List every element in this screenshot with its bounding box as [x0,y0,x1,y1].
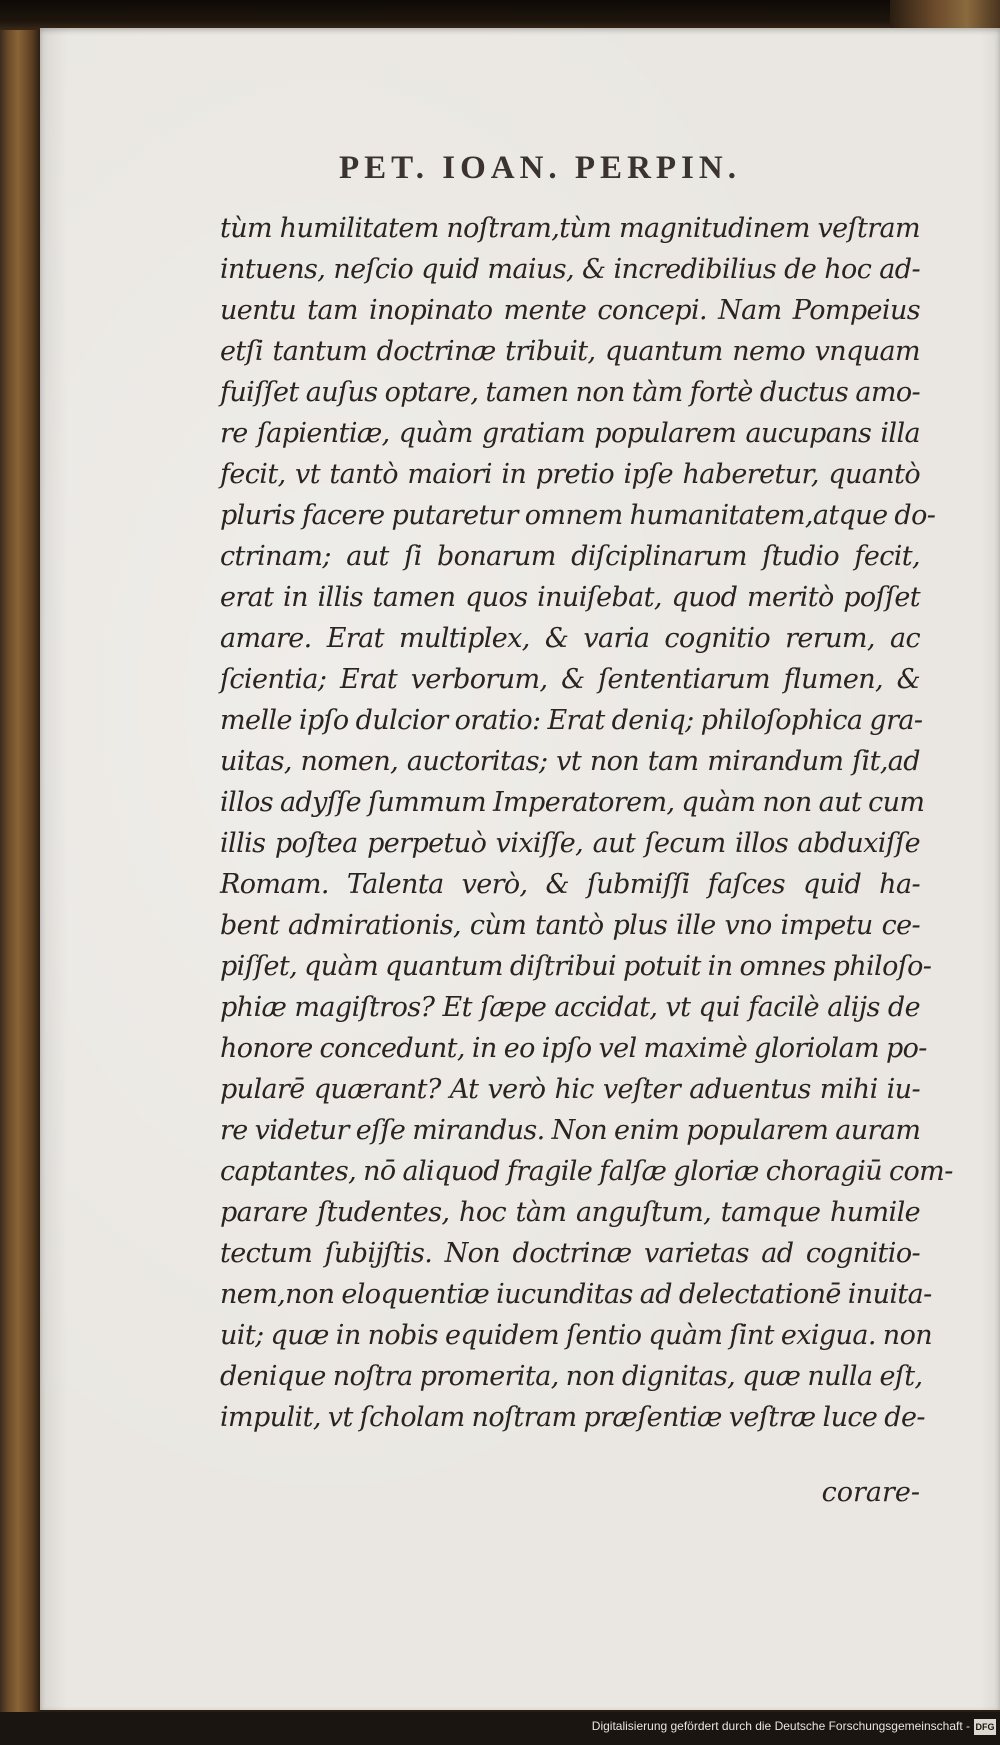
text-line: uentu tam inopinato mente concepi. Nam Pompeius [220,295,920,326]
text-line: uitas, nomen, auctoritas; vt non tam mirandum ſit,ad [220,746,920,777]
text-line: ctrinam; aut ſi bonarum diſciplinarum ſtudio fecit, [220,541,920,572]
text-line: ſcientia; Erat verborum, & ſententiarum flumen, & [220,664,920,695]
digitization-credit: Digitalisierung gefördert durch die Deutsche Forschungsgemeinschaft - [591,1719,970,1733]
text-line: tectum ſubijſtis. Non doctrinæ varietas ad cognitio- [220,1238,920,1269]
text-line: re ſapientiæ, quàm gratiam popularem aucupans illa [220,418,920,449]
text-line: Romam. Talenta verò, & ſubmiſſi faſces quid ha- [220,869,920,900]
text-line: erat in illis tamen quos inuiſebat, quod meritò poſſet [220,582,920,613]
text-line: uit; quæ in nobis equidem ſentio quàm ſint exigua. non [220,1320,933,1351]
text-line: captantes, nō aliquod fragile falſæ gloriæ choragiū com- [220,1156,953,1187]
text-line: fecit, vt tantò maiori in pretio ipſe haberetur, quantò [220,459,920,490]
book-page [40,28,1000,1710]
book-cover-corner [890,0,1000,30]
text-line: nem,non eloquentiæ iucunditas ad delectationē inuita- [220,1279,932,1310]
text-line: denique noſtra promerita, non dignitas, quæ nulla eſt, [220,1361,923,1392]
body-text [220,208,953,1438]
text-line: honore concedunt, in eo ipſo vel maximè gloriolam po- [220,1033,927,1064]
text-line: piſſet, quàm quantum diſtribui potuit in omnes philoſo- [220,951,932,982]
text-line: intuens, neſcio quid maius, & incredibilius de hoc ad- [220,254,920,285]
book-top-edge [0,0,1000,30]
text-line: tùm humilitatem noſtram,tùm magnitudinem veſtram [220,213,920,244]
text-line: re videtur eſſe mirandus. Non enim popularem auram [220,1115,921,1146]
text-line: impulit, vt ſcholam noſtram præſentiæ veſtræ luce de- [220,1402,925,1433]
text-line: illos adyſſe ſummum Imperatorem, quàm non aut cum [220,787,925,818]
text-line: phiæ magiſtros? Et ſæpe accidat, vt qui facilè alijs de [220,992,920,1023]
text-line: fuiſſet auſus optare, tamen non tàm fortè ductus amo- [220,377,920,408]
text-line: pluris facere putaretur omnem humanitatem,atque do- [220,500,936,531]
text-line: parare ſtudentes, hoc tàm anguſtum, tamque humile [220,1197,920,1228]
text-line: pularē quærant? At verò hic veſter aduentus mihi iu- [220,1074,920,1105]
text-line: bent admirationis, cùm tantò plus ille vno impetu ce- [220,910,920,941]
catchword: corare- [821,1477,920,1508]
text-line: amare. Erat multiplex, & varia cognitio rerum, ac [220,623,920,654]
text-line: etſi tantum doctrinæ tribuit, quantum nemo vnquam [220,336,920,367]
dfg-logo: DFG [974,1719,996,1735]
text-line: illis poſtea perpetuò vixiſſe, aut ſecum illos abduxiſſe [220,828,920,859]
text-line: melle ipſo dulcior oratio: Erat deniq; philoſophica gra- [220,705,923,736]
running-head: PET. IOAN. PERPIN. [339,150,741,186]
